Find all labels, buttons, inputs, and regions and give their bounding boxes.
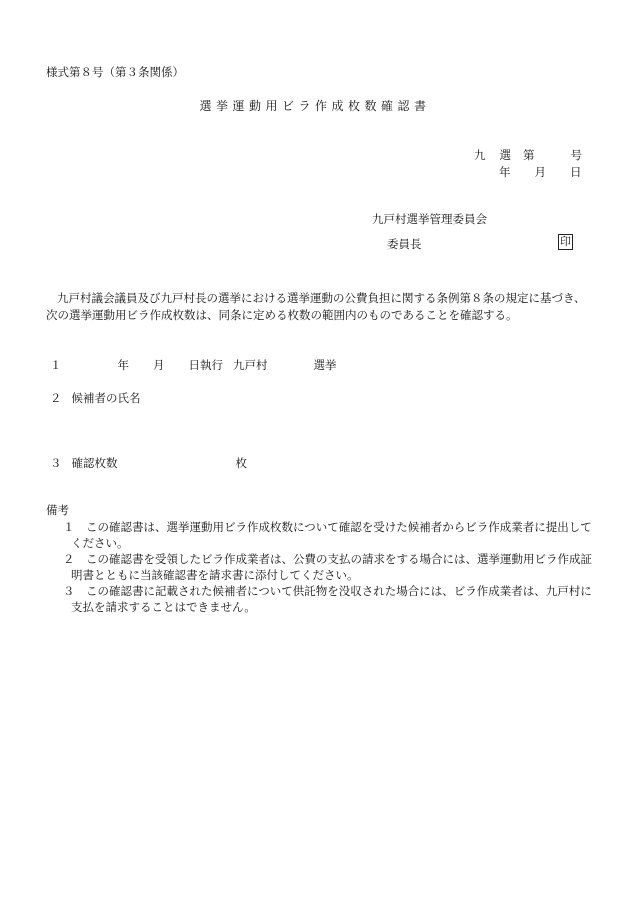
item3-unit: 枚 (235, 456, 247, 470)
seal-mark: 印 (560, 235, 571, 248)
item1-month: 月 (153, 358, 165, 372)
item-candidate-name (50, 390, 141, 406)
item1-village: 九戸村 (233, 358, 268, 372)
date-year: 年 (499, 165, 511, 179)
date-month: 月 (534, 165, 546, 179)
date-day: 日 (570, 165, 582, 179)
item1-number: １ (50, 358, 62, 372)
remark-item: ３ この確認書に記載された候補者について供託物を没収された場合には、ビラ作成業者は、九戸村に支払を請求することはできません。 (63, 584, 592, 614)
issuer-name: 九戸村選挙管理委員会 (372, 212, 487, 226)
item3-label: 確認枚数 (71, 456, 118, 470)
item1-election: 選挙 (313, 358, 337, 372)
reference-number (474, 147, 582, 163)
remark-item: ２ この確認書を受領したビラ作成業者は、公費の支払の請求をする場合には、選挙運動用ビラ作成証明書とともに当該確認書を請求書に添付してください。 (63, 552, 592, 582)
item1-year: 年 (117, 358, 129, 372)
item2-label: 候補者の氏名 (71, 391, 141, 405)
body-paragraph: 九戸村議会議員及び九戸村長の選挙における選挙運動の公費負担に関する条例第８条の規定に基づき、次の選挙運動用ビラ作成枚数は、同条に定める枚数の範囲内のものであることを確認する。 (46, 291, 586, 322)
remark-item: １ この確認書は、選挙運動用ビラ作成枚数について確認を受けた候補者からビラ作成業者に提出してください。 (63, 520, 592, 550)
issue-date (499, 164, 582, 180)
ref-prefix: 九 (474, 148, 486, 162)
item1-day-exec: 日執行 (188, 358, 223, 372)
item2-number: ２ (50, 391, 62, 405)
ref-go: 号 (570, 148, 582, 162)
item-confirmed-count (50, 455, 247, 471)
item-election (50, 357, 337, 373)
remarks-heading: 備考 (46, 503, 69, 517)
form-number: 様式第８号（第３条関係） (46, 65, 184, 79)
item3-number: ３ (50, 456, 62, 470)
ref-sen: 選 (499, 148, 511, 162)
document-title: 選挙運動用ビラ作成枚数確認書 (199, 99, 431, 113)
ref-dai: 第 (523, 148, 535, 162)
chair-title: 委員長 (387, 237, 422, 251)
